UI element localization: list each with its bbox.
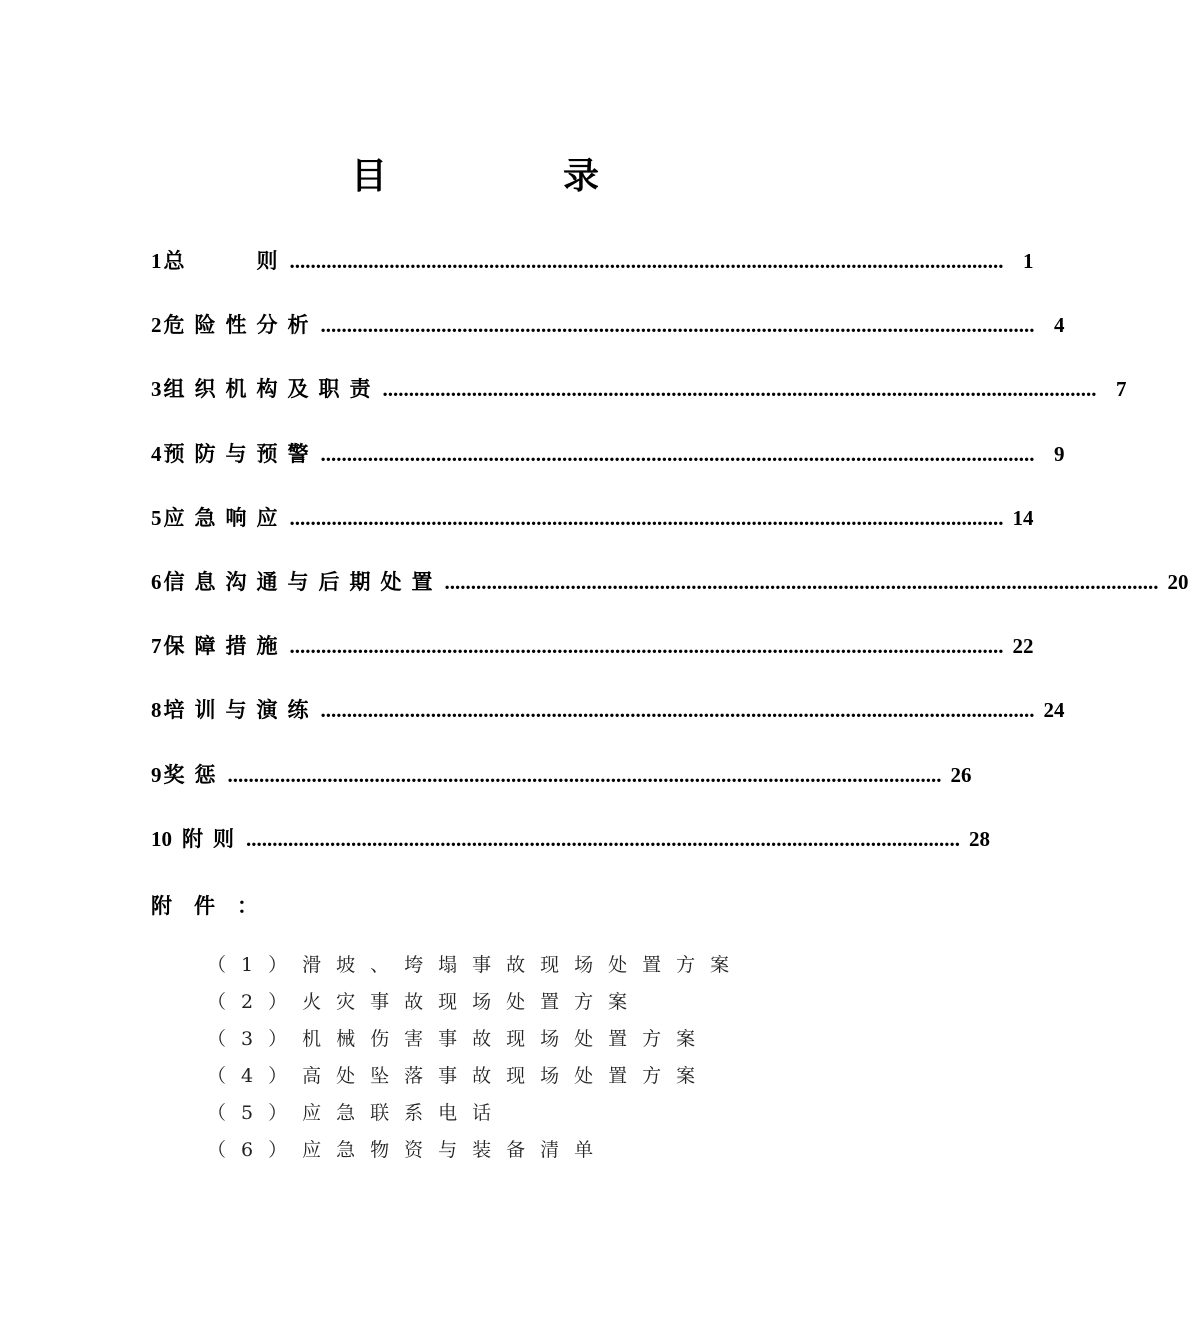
toc-page-number: 26 (950, 762, 972, 787)
toc-entry-1[interactable] (151, 245, 1034, 309)
toc-entry-number: 10 (151, 826, 172, 851)
toc-entry-label: 信息沟通与后期处置 (163, 569, 443, 594)
toc-entry-label: 附则 (182, 826, 244, 851)
toc-entry-number: 2 (151, 313, 162, 338)
annex-item[interactable]: （1）滑坡、垮塌事故现场处置方案 (207, 954, 745, 976)
toc-entry-number: 9 (151, 762, 162, 787)
toc-entry-label: 培训与演练 (163, 698, 319, 723)
toc-entry-number: 3 (151, 377, 162, 402)
toc-leader-dots: ........................................................................................................................................ (227, 762, 942, 787)
toc-leader-dots: ........................................................................................................................................ (289, 634, 1004, 659)
toc-entry-number: 5 (151, 505, 162, 530)
toc-entry-label: 危险性分析 (163, 313, 319, 338)
toc-leader-dots: ........................................................................................................................................ (382, 377, 1097, 402)
annex-item[interactable]: （4）高处坠落事故现场处置方案 (207, 1065, 711, 1087)
toc-page-number: 28 (969, 826, 990, 851)
toc-page-number: 9 (1054, 441, 1065, 466)
toc-entry-label: 保障措施 (163, 634, 288, 659)
toc-leader-dots: ........................................................................................................................................ (289, 505, 1004, 530)
toc-entry-label: 奖惩 (163, 762, 226, 787)
toc-leader-dots: ........................................................................................................................................ (444, 569, 1159, 594)
annex-item[interactable]: （6）应急物资与装备清单 (207, 1139, 609, 1161)
toc-entry-number: 4 (151, 441, 162, 466)
toc-leader-dots: ........................................................................................................................................ (320, 698, 1035, 723)
toc-entry-number: 8 (151, 698, 162, 723)
table-of-contents (151, 245, 1189, 887)
toc-page-number: 4 (1054, 313, 1065, 338)
toc-entry-3[interactable] (151, 373, 1127, 437)
toc-entry-2[interactable] (151, 309, 1065, 373)
toc-entry-9[interactable] (151, 759, 972, 823)
toc-entry-8[interactable] (151, 694, 1065, 758)
toc-leader-dots: ........................................................................................................................................ (289, 249, 1004, 273)
toc-entry-6[interactable] (151, 566, 1189, 630)
toc-page-number: 1 (1023, 249, 1034, 273)
toc-entry-label: 总 则 (163, 249, 288, 273)
toc-entry-4[interactable] (151, 438, 1065, 502)
annex-heading: 附件： (151, 894, 280, 918)
toc-leader-dots: ........................................................................................................................................ (246, 826, 960, 851)
annex-item[interactable]: （2）火灾事故现场处置方案 (207, 991, 643, 1013)
annex-list (207, 950, 744, 1172)
toc-page-number: 14 (1012, 505, 1034, 530)
toc-leader-dots: ........................................................................................................................................ (320, 313, 1035, 338)
annex-item[interactable]: （5）应急联系电话 (207, 1102, 507, 1124)
toc-entry-number: 1 (151, 249, 162, 273)
toc-entry-number: 6 (151, 569, 162, 594)
toc-page-number: 24 (1043, 698, 1065, 723)
toc-entry-number: 7 (151, 634, 162, 659)
toc-entry-7[interactable] (151, 630, 1034, 694)
toc-entry-label: 应急响应 (163, 505, 288, 530)
toc-entry-5[interactable] (151, 502, 1034, 566)
toc-leader-dots: ........................................................................................................................................ (320, 441, 1035, 466)
annex-item[interactable]: （3）机械伤害事故现场处置方案 (207, 1028, 711, 1050)
toc-page-number: 22 (1012, 634, 1034, 659)
toc-entry-label: 组织机构及职责 (163, 377, 381, 402)
toc-entry-label: 预防与预警 (163, 441, 319, 466)
page-title: 目 录 (350, 156, 669, 197)
toc-entry-10[interactable] (151, 823, 990, 887)
toc-page-number: 7 (1116, 377, 1127, 402)
toc-page-number: 20 (1167, 569, 1189, 594)
